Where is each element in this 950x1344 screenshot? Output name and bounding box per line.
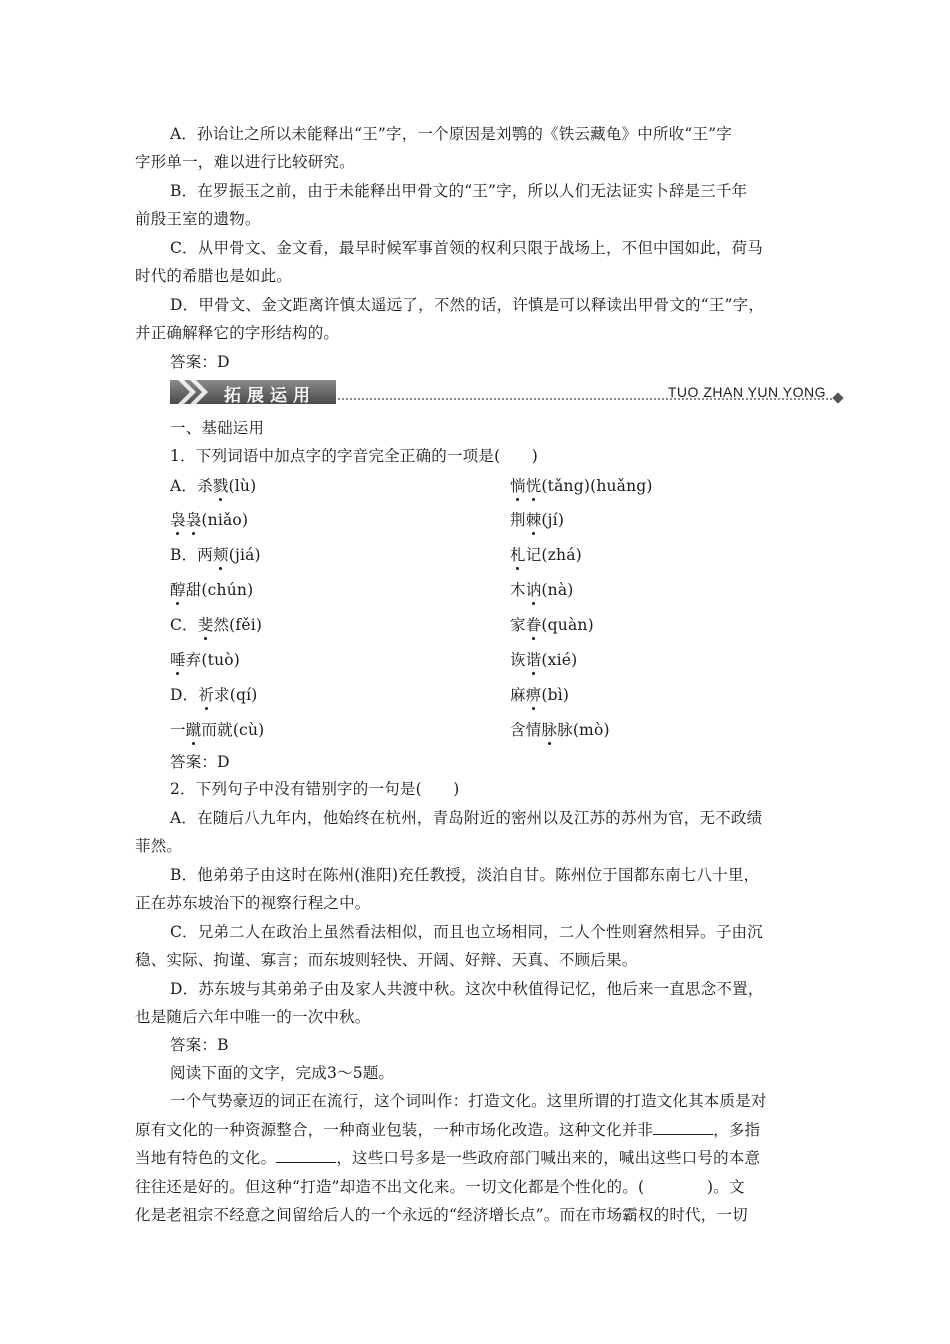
text-part: ，多指 bbox=[713, 1121, 761, 1139]
q2-option-c-line2: 稳、实际、拘谨、寡言；而东坡则轻快、开阔、好辩、天真、不顾后果。 bbox=[135, 951, 638, 969]
reading-line4: 往往还是好的。但这种“打造”却造不出文化来。一切文化都是个性化的。( )。文 bbox=[135, 1178, 745, 1196]
text-part: (fěi) bbox=[229, 616, 263, 634]
q2-option-d-line1: D．苏东坡与其弟弟子由及家人共渡中秋。这次中秋值得记忆，他后来一直思念不置， bbox=[170, 980, 764, 998]
dotted-char: 恍 bbox=[525, 477, 542, 495]
text-part: (quàn) bbox=[541, 616, 594, 634]
text-part: 原有文化的一种资源整合，一种商业包装，一种市场化改造。这种文化并非 bbox=[135, 1121, 654, 1139]
reading-line5: 化是老祖宗不经意之间留给后人的一个永远的“经济增长点”。而在市场霸权的时代，一切 bbox=[135, 1206, 748, 1224]
q1-option-b-right bbox=[510, 545, 582, 565]
text-part: 当地有特色的文化。 bbox=[135, 1149, 277, 1167]
q1-option-c2-right bbox=[510, 650, 577, 670]
text-part: 记 bbox=[525, 546, 542, 564]
text-part: 甜 bbox=[185, 581, 202, 599]
section-banner bbox=[170, 378, 842, 406]
prev-option-c-line2: 时代的希腊也是如此。 bbox=[135, 267, 293, 285]
text-part: D． bbox=[170, 686, 199, 704]
dotted-char: 惝 bbox=[510, 477, 526, 495]
text-part: (chún) bbox=[201, 581, 254, 599]
q2-option-a-line2: 菲然。 bbox=[135, 837, 183, 855]
text-part: (bì) bbox=[541, 686, 570, 704]
text-part: ，这些口号多是一些政府部门喊出来的，喊出这些口号的本意 bbox=[336, 1149, 761, 1167]
q2-answer: 答案：B bbox=[170, 1036, 229, 1054]
q1-answer: 答案：D bbox=[170, 753, 230, 771]
dotted-char: 醇 bbox=[170, 581, 186, 599]
text-part: (tǎng)(huǎng) bbox=[541, 477, 653, 495]
text-part: (nà) bbox=[541, 581, 574, 599]
banner-english-title: TUO ZHAN YUN YONG bbox=[667, 384, 826, 400]
banner-title: 拓展运用 bbox=[224, 386, 316, 406]
q1-option-d-right bbox=[510, 685, 569, 705]
dotted-char: 祈 bbox=[198, 686, 215, 704]
text-part: (mò) bbox=[572, 721, 610, 739]
q1-option-a-right bbox=[510, 476, 653, 496]
q2-option-b-line2: 正在苏东坡治下的视察行程之中。 bbox=[135, 894, 371, 912]
dotted-char: 斐 bbox=[197, 616, 214, 634]
dotted-char: 棘 bbox=[525, 511, 542, 529]
text-part: 木 bbox=[510, 581, 526, 599]
section-heading: 一、基础运用 bbox=[170, 419, 265, 437]
dotted-char: 脉 bbox=[541, 721, 558, 739]
prev-option-a-line1: A．孙诒让之所以未能释出“王”字，一个原因是刘鹗的《铁云藏龟》中所收“王”字 bbox=[170, 125, 732, 143]
q1-stem: 1．下列词语中加点字的字音完全正确的一项是( ) bbox=[170, 447, 538, 465]
dotted-char: 颊 bbox=[213, 546, 229, 564]
text-part: 脉 bbox=[557, 721, 573, 739]
dotted-char: 痹 bbox=[525, 686, 542, 704]
dotted-char: 戮 bbox=[212, 477, 229, 495]
q1-option-b2-left bbox=[170, 580, 253, 600]
prev-answer: 答案：D bbox=[170, 353, 230, 371]
text-part: (zhá) bbox=[541, 546, 582, 564]
text-part: 诙 bbox=[510, 651, 526, 669]
q1-option-d-left bbox=[170, 685, 258, 705]
text-part: (qí) bbox=[229, 686, 258, 704]
dotted-char: 蹴 bbox=[185, 721, 202, 739]
dotted-char: 袅 bbox=[170, 511, 186, 529]
q1-option-c2-left bbox=[170, 650, 240, 670]
diamond-icon bbox=[832, 392, 843, 403]
text-part: C． bbox=[170, 616, 198, 634]
dotted-char: 谐 bbox=[525, 651, 542, 669]
text-part: 家 bbox=[510, 616, 526, 634]
q1-option-a-left bbox=[170, 476, 256, 496]
prev-option-b-line1: B．在罗振玉之前，由于未能释出甲骨文的“王”字，所以人们无法证实卜辞是三千年 bbox=[170, 182, 748, 200]
text-part: 荆 bbox=[510, 511, 526, 529]
text-part: 而就 bbox=[201, 721, 233, 739]
prev-option-a-line2: 字形单一，难以进行比较研究。 bbox=[135, 153, 355, 171]
fill-blank-2 bbox=[276, 1148, 336, 1163]
text-part: A．杀 bbox=[170, 477, 213, 495]
text-part: 麻 bbox=[510, 686, 526, 704]
q2-stem: 2．下列句子中没有错别字的一句是( ) bbox=[170, 780, 460, 798]
text-part: 含情 bbox=[510, 721, 542, 739]
q1-option-c-right bbox=[510, 615, 594, 635]
text-part: (niǎo) bbox=[201, 511, 249, 529]
prev-option-d-line1: D．甲骨文、金文距离许慎太遥远了，不然的话，许慎是可以释读出甲骨文的“王”字， bbox=[170, 296, 765, 314]
prev-option-c-line1: C．从甲骨文、金文看，最早时候军事首领的权利只限于战场上，不但中国如此，荷马 bbox=[170, 239, 763, 257]
q1-option-b2-right bbox=[510, 580, 574, 600]
text-part: 求 bbox=[214, 686, 230, 704]
text-part: (cù) bbox=[232, 721, 265, 739]
dotted-char: 眷 bbox=[525, 616, 542, 634]
q1-option-b-left bbox=[170, 545, 261, 565]
q1-option-a2-left bbox=[170, 510, 248, 530]
q1-option-d2-right bbox=[510, 720, 610, 740]
q2-option-b-line1: B．他弟弟子由这时在陈州(淮阳)充任教授，淡泊自甘。陈州位于国都东南七八十里， bbox=[170, 866, 760, 884]
text-part: 一 bbox=[170, 721, 186, 739]
q1-option-d2-left bbox=[170, 720, 264, 740]
dotted-char: 札 bbox=[510, 546, 526, 564]
prev-option-d-line2: 并正确解释它的字形结构的。 bbox=[135, 324, 340, 342]
prev-option-b-line2: 前殷王室的遗物。 bbox=[135, 210, 261, 228]
reading-line3 bbox=[135, 1148, 760, 1168]
text-part: (xié) bbox=[541, 651, 578, 669]
q2-option-a-line1: A．在随后八九年内，他始终在杭州，青岛附近的密州以及江苏的苏州为官，无不政绩 bbox=[170, 809, 763, 827]
text-part: 弃 bbox=[185, 651, 202, 669]
reading-line2 bbox=[135, 1120, 760, 1140]
dotted-char: 讷 bbox=[525, 581, 542, 599]
text-part: (jiá) bbox=[228, 546, 261, 564]
text-part: 然 bbox=[213, 616, 230, 634]
reading-line1: 一个气势豪迈的词正在流行，这个词叫作：打造文化。这里所谓的打造文化其本质是对 bbox=[170, 1092, 767, 1110]
q1-option-a2-right bbox=[510, 510, 564, 530]
text-part: (tuò) bbox=[201, 651, 241, 669]
fill-blank-1 bbox=[653, 1120, 713, 1135]
q1-option-c-left bbox=[170, 615, 262, 635]
text-part: B．两 bbox=[170, 546, 213, 564]
text-part: (jí) bbox=[541, 511, 565, 529]
q2-option-d-line2: 也是随后六年中唯一的一次中秋。 bbox=[135, 1008, 371, 1026]
dotted-char: 袅 bbox=[185, 511, 202, 529]
dotted-char: 唾 bbox=[170, 651, 186, 669]
q2-option-c-line1: C．兄弟二人在政治上虽然看法相似，而且也立场相同，二人个性则窘然相异。子由沉 bbox=[170, 923, 763, 941]
reading-intro: 阅读下面的文字，完成3～5题。 bbox=[170, 1064, 395, 1082]
text-part: (lù) bbox=[228, 477, 257, 495]
